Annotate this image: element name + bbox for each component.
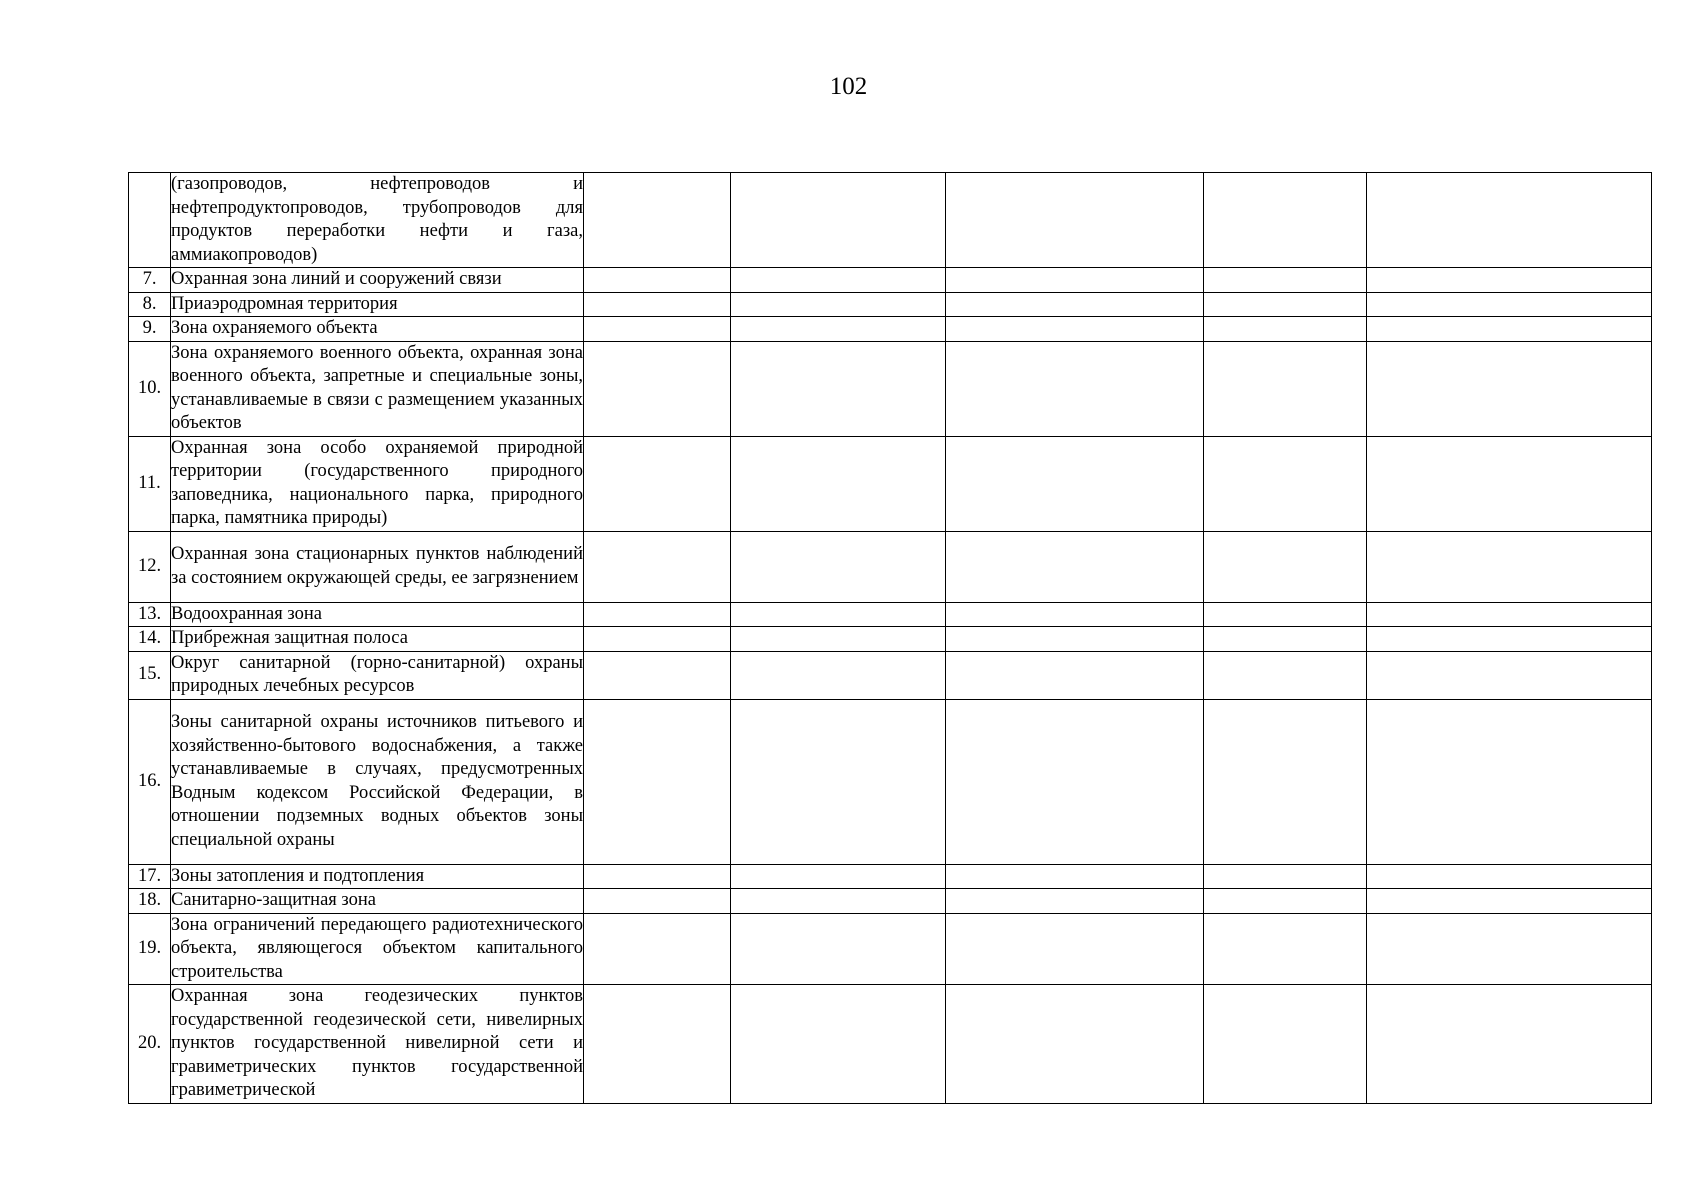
table-row [129, 531, 1652, 602]
table-row [129, 913, 1652, 985]
empty-cell [1367, 292, 1652, 317]
row-number: 11. [129, 436, 171, 531]
empty-cell [731, 268, 946, 293]
zone-name: Зона охраняемого военного объекта, охранная зона военного объекта, запретные и специальные зоны, устанавливаемые в связи с размещением указанных объектов [171, 341, 584, 436]
empty-cell [946, 864, 1204, 889]
zones-table [128, 172, 1652, 1104]
row-number: 10. [129, 341, 171, 436]
table-row [129, 889, 1652, 914]
empty-cell [1367, 889, 1652, 914]
zone-name: Охранная зона линий и сооружений связи [171, 268, 584, 293]
empty-cell [584, 317, 731, 342]
row-number: 18. [129, 889, 171, 914]
empty-cell [584, 651, 731, 699]
empty-cell [946, 913, 1204, 985]
row-number: 15. [129, 651, 171, 699]
empty-cell [946, 985, 1204, 1104]
row-number: 9. [129, 317, 171, 342]
row-number: 7. [129, 268, 171, 293]
row-number: 13. [129, 602, 171, 627]
row-number [129, 173, 171, 268]
empty-cell [1204, 699, 1367, 864]
zone-name: Охранная зона геодезических пунктов государственной геодезической сети, нивелирных пунктов государственной нивелирной сети и гравиметрических пунктов государственной гравиметрической [171, 985, 584, 1104]
empty-cell [1367, 602, 1652, 627]
empty-cell [731, 602, 946, 627]
empty-cell [946, 531, 1204, 602]
row-number: 20. [129, 985, 171, 1104]
row-number: 17. [129, 864, 171, 889]
empty-cell [1204, 651, 1367, 699]
empty-cell [584, 699, 731, 864]
empty-cell [731, 173, 946, 268]
empty-cell [1367, 985, 1652, 1104]
empty-cell [584, 913, 731, 985]
empty-cell [1367, 864, 1652, 889]
empty-cell [584, 292, 731, 317]
empty-cell [1367, 436, 1652, 531]
empty-cell [1367, 317, 1652, 342]
empty-cell [1204, 317, 1367, 342]
empty-cell [584, 531, 731, 602]
empty-cell [1204, 268, 1367, 293]
empty-cell [1367, 913, 1652, 985]
zone-name: Зоны затопления и подтопления [171, 864, 584, 889]
empty-cell [946, 602, 1204, 627]
empty-cell [731, 913, 946, 985]
empty-cell [1204, 341, 1367, 436]
table-row [129, 436, 1652, 531]
empty-cell [1367, 173, 1652, 268]
empty-cell [584, 268, 731, 293]
empty-cell [1204, 436, 1367, 531]
empty-cell [946, 889, 1204, 914]
zone-name: Охранная зона стационарных пунктов наблюдений за состоянием окружающей среды, ее загрязнением [171, 531, 584, 602]
row-number: 8. [129, 292, 171, 317]
empty-cell [584, 602, 731, 627]
zone-name: Приаэродромная территория [171, 292, 584, 317]
table-row [129, 864, 1652, 889]
empty-cell [731, 651, 946, 699]
empty-cell [946, 292, 1204, 317]
empty-cell [1204, 985, 1367, 1104]
zone-name: Прибрежная защитная полоса [171, 627, 584, 652]
empty-cell [584, 864, 731, 889]
empty-cell [731, 627, 946, 652]
zone-name: Зона охраняемого объекта [171, 317, 584, 342]
empty-cell [1367, 531, 1652, 602]
empty-cell [946, 627, 1204, 652]
empty-cell [731, 436, 946, 531]
table-row [129, 317, 1652, 342]
empty-cell [946, 699, 1204, 864]
table-row [129, 173, 1652, 268]
row-number: 19. [129, 913, 171, 985]
zone-name: Водоохранная зона [171, 602, 584, 627]
table-row [129, 602, 1652, 627]
zone-name: Зона ограничений передающего радиотехнического объекта, являющегося объектом капитального строительства [171, 913, 584, 985]
empty-cell [584, 341, 731, 436]
empty-cell [946, 317, 1204, 342]
empty-cell [946, 651, 1204, 699]
table-row [129, 651, 1652, 699]
empty-cell [1204, 173, 1367, 268]
empty-cell [1204, 292, 1367, 317]
zone-name: Охранная зона особо охраняемой природной территории (государственного природного заповедника, национального парка, природного парка, памятника природы) [171, 436, 584, 531]
empty-cell [731, 531, 946, 602]
empty-cell [731, 699, 946, 864]
empty-cell [1367, 699, 1652, 864]
empty-cell [946, 436, 1204, 531]
empty-cell [1204, 602, 1367, 627]
empty-cell [731, 985, 946, 1104]
empty-cell [1204, 913, 1367, 985]
empty-cell [731, 341, 946, 436]
table-row [129, 341, 1652, 436]
empty-cell [1367, 627, 1652, 652]
table-row [129, 699, 1652, 864]
empty-cell [584, 173, 731, 268]
row-number: 14. [129, 627, 171, 652]
table-row [129, 985, 1652, 1104]
empty-cell [731, 317, 946, 342]
empty-cell [731, 889, 946, 914]
zone-name: Зоны санитарной охраны источников питьевого и хозяйственно-бытового водоснабжения, а также устанавливаемые в случаях, предусмотренных Водным кодексом Российской Федерации, в отношении подземных водных объектов зоны специальной охраны [171, 699, 584, 864]
empty-cell [1204, 627, 1367, 652]
empty-cell [1367, 651, 1652, 699]
table-row [129, 292, 1652, 317]
table-row [129, 268, 1652, 293]
table-row [129, 627, 1652, 652]
empty-cell [946, 341, 1204, 436]
zone-name: Округ санитарной (горно-санитарной) охраны природных лечебных ресурсов [171, 651, 584, 699]
empty-cell [946, 173, 1204, 268]
empty-cell [584, 436, 731, 531]
empty-cell [1204, 864, 1367, 889]
empty-cell [731, 864, 946, 889]
zone-name: Санитарно-защитная зона [171, 889, 584, 914]
empty-cell [1367, 268, 1652, 293]
empty-cell [584, 985, 731, 1104]
empty-cell [1367, 341, 1652, 436]
row-number: 12. [129, 531, 171, 602]
empty-cell [1204, 531, 1367, 602]
page-number: 102 [829, 73, 868, 100]
empty-cell [584, 627, 731, 652]
empty-cell [731, 292, 946, 317]
empty-cell [1204, 889, 1367, 914]
zone-name: (газопроводов, нефтепроводов и нефтепродуктопроводов, трубопроводов для продуктов переработки нефти и газа, аммиакопроводов) [171, 173, 584, 268]
row-number: 16. [129, 699, 171, 864]
empty-cell [584, 889, 731, 914]
empty-cell [946, 268, 1204, 293]
